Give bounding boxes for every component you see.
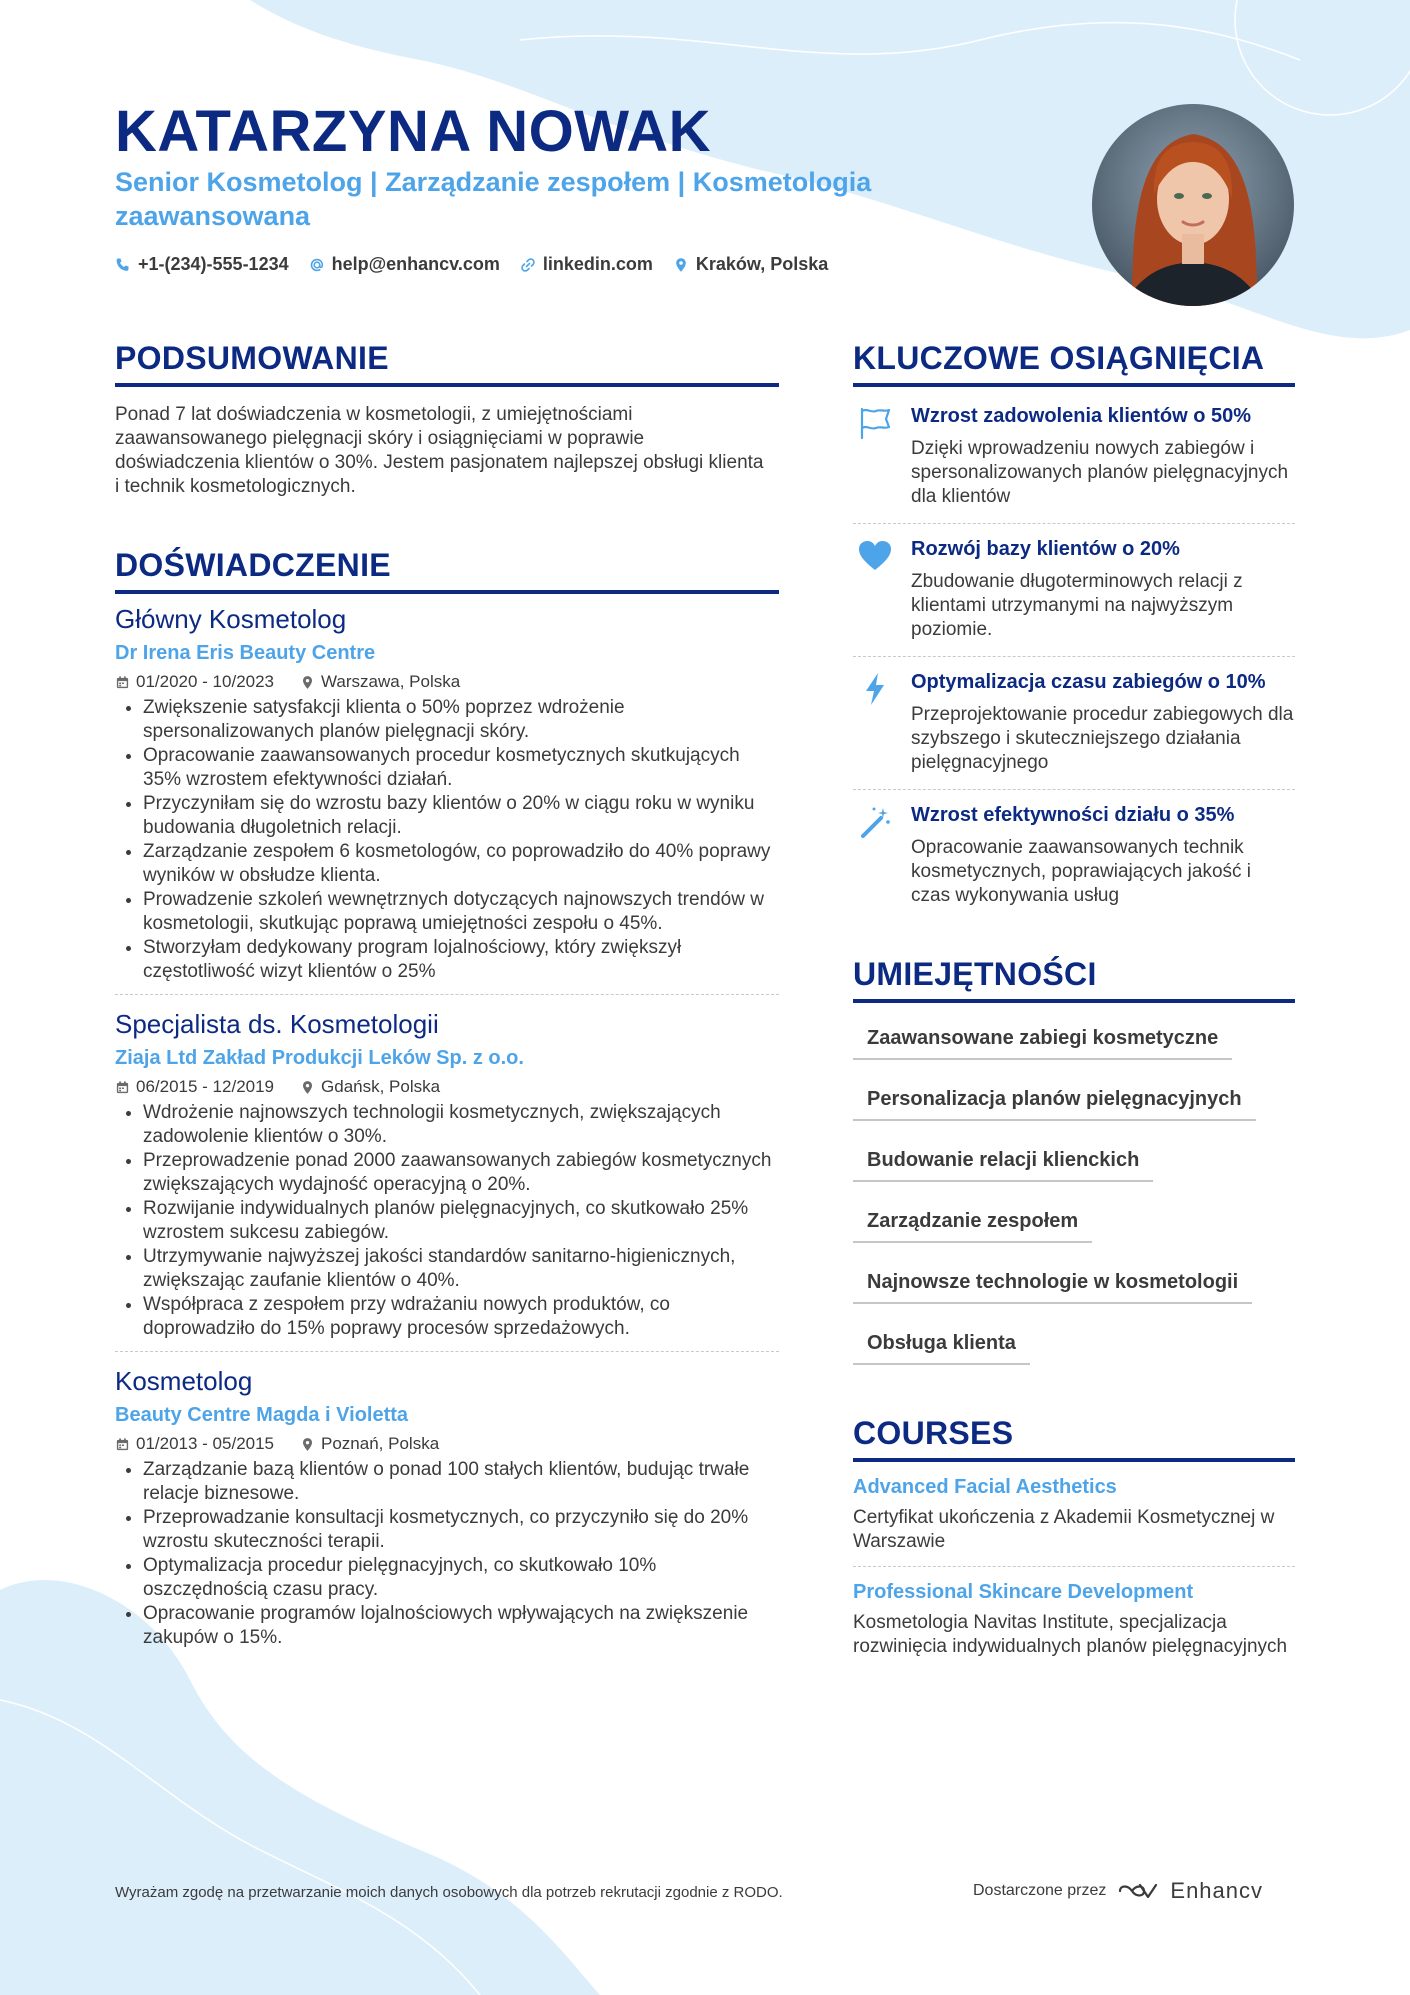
heart-icon — [853, 536, 897, 642]
job-title: Główny Kosmetolog — [115, 604, 347, 634]
contact-email[interactable] — [309, 254, 500, 275]
at-sign-icon — [309, 257, 325, 273]
achievement-title: Wzrost zadowolenia klientów o 50% — [911, 405, 1252, 427]
course-description: Certyfikat ukończenia z Akademii Kosmetycznej w Warszawie — [853, 1507, 1275, 1552]
job-bullet: • Prowadzenie szkoleń wewnętrznych dotyczących najnowszych trendów w kosmetologii, skutkując poprawą umiejętności zespołu o 45%. — [143, 888, 779, 936]
job-location-text: Warszawa, Polska — [321, 672, 461, 691]
achievement-description: Przeprojektowanie procedur zabiegowych dla szybszego i skuteczniejszego działania pielęgnacyjnego — [911, 704, 1294, 773]
company-name: Beauty Centre Magda i Violetta — [115, 1404, 409, 1426]
contact-email-text: help@enhancv.com — [331, 254, 500, 274]
skills-list — [853, 1017, 1295, 1365]
achievement-description: Dzięki wprowadzeniu nowych zabiegów i spersonalizowanych planów pielęgnacyjnych dla klientów — [911, 438, 1289, 507]
flag-icon — [853, 403, 897, 509]
contact-linkedin-text: linkedin.com — [542, 254, 653, 274]
contact-phone[interactable] — [115, 254, 289, 275]
calendar-icon — [115, 1437, 130, 1452]
course-title: Advanced Facial Aesthetics — [853, 1476, 1117, 1498]
job-location-text: Poznań, Polska — [321, 1434, 440, 1453]
job-location — [300, 1077, 440, 1097]
skill-tag: Obsługa klienta — [853, 1322, 1030, 1365]
job-bullets — [115, 1458, 779, 1650]
job-dates-text: 06/2015 - 12/2019 — [136, 1077, 275, 1096]
experience-entry — [115, 1007, 779, 1352]
achievement-item — [853, 391, 1295, 524]
skills-section — [853, 956, 1295, 1365]
achievements-list — [853, 391, 1295, 922]
job-bullets — [115, 696, 779, 984]
job-bullet: • Przeprowadzenie ponad 2000 zaawansowanych zabiegów kosmetycznych zwiększających wydajność operacyjną o 20%. — [143, 1149, 779, 1197]
achievement-title: Optymalizacja czasu zabiegów o 10% — [911, 671, 1266, 693]
summary-heading: PODSUMOWANIE — [115, 340, 779, 387]
company-name: Ziaja Ltd Zakład Produkcji Leków Sp. z o.o. — [115, 1047, 524, 1069]
achievement-title: Rozwój bazy klientów o 20% — [911, 538, 1180, 560]
achievement-body — [911, 669, 1295, 775]
achievements-section — [853, 340, 1295, 922]
job-meta — [115, 1077, 779, 1097]
course-item — [853, 1462, 1295, 1567]
experience-list — [115, 602, 779, 1660]
skill-tag: Budowanie relacji klienckich — [853, 1139, 1153, 1182]
company-name: Dr Irena Eris Beauty Centre — [115, 642, 376, 664]
achievements-heading: KLUCZOWE OSIĄGNIĘCIA — [853, 340, 1295, 387]
job-bullet: • Przeprowadzanie konsultacji kosmetycznych, co przyczyniło się do 20% wzrostu skuteczności terapii. — [143, 1506, 779, 1554]
provider-credit[interactable] — [973, 1878, 1263, 1904]
experience-entry — [115, 602, 779, 995]
contact-bar — [115, 254, 828, 275]
contact-linkedin[interactable] — [520, 254, 653, 275]
enhancv-brand: Enhancv — [1170, 1878, 1264, 1903]
candidate-name: KATARZYNA NOWAK — [115, 99, 712, 164]
job-title: Specjalista ds. Kosmetologii — [115, 1009, 439, 1039]
job-dates-text: 01/2020 - 10/2023 — [136, 672, 275, 691]
skills-heading: UMIEJĘTNOŚCI — [853, 956, 1295, 1003]
provided-by-label: Dostarczone przez — [973, 1882, 1107, 1899]
location-pin-icon — [300, 1437, 315, 1452]
achievement-item — [853, 524, 1295, 657]
job-bullet: • Przyczyniłam się do wzrostu bazy klientów o 20% w ciągu roku w wyniku budowania długoletnich relacji. — [143, 792, 779, 840]
lightning-icon — [853, 669, 897, 775]
job-dates — [115, 1077, 274, 1097]
job-bullet: • Optymalizacja procedur pielęgnacyjnych, co skutkowało 10% oszczędnością czasu pracy. — [143, 1554, 779, 1602]
location-pin-icon — [300, 675, 315, 690]
link-icon — [520, 257, 536, 273]
course-title: Professional Skincare Development — [853, 1581, 1194, 1603]
job-bullet: • Opracowanie zaawansowanych procedur kosmetycznych skutkujących 35% wzrostem efektywności działań. — [143, 744, 779, 792]
job-dates-text: 01/2013 - 05/2015 — [136, 1434, 275, 1453]
job-title: Kosmetolog — [115, 1366, 253, 1396]
achievement-description: Zbudowanie długoterminowych relacji z klientami utrzymanymi na najwyższym poziomie. — [911, 571, 1243, 640]
profile-photo — [1092, 104, 1294, 306]
location-pin-icon — [300, 1080, 315, 1095]
skill-tag: Zaawansowane zabiegi kosmetyczne — [853, 1017, 1232, 1060]
job-bullet: • Opracowanie programów lojalnościowych wpływających na zwiększenie zakupów o 15%. — [143, 1602, 779, 1650]
courses-section — [853, 1415, 1295, 1671]
achievement-body — [911, 403, 1295, 509]
job-bullet: • Utrzymywanie najwyższej jakości standardów sanitarno-higienicznych, zwiększając zaufanie klientów o 40%. — [143, 1245, 779, 1293]
job-bullet: • Współpraca z zespołem przy wdrażaniu nowych produktów, co doprowadziło do 15% poprawy procesów sprzedażowych. — [143, 1293, 779, 1341]
job-bullet: • Stworzyłam dedykowany program lojalnościowy, który zwiększył częstotliwość wizyt klientów o 25% — [143, 936, 779, 984]
job-location — [300, 672, 460, 692]
contact-location-text: Kraków, Polska — [695, 254, 829, 274]
left-column — [115, 340, 779, 1672]
job-location-text: Gdańsk, Polska — [321, 1077, 441, 1096]
location-pin-icon — [673, 257, 689, 273]
job-bullets — [115, 1101, 779, 1341]
gdpr-consent: Wyrażam zgodę na przetwarzanie moich danych osobowych dla potrzeb rekrutacji zgodnie z RODO. — [115, 1884, 783, 1901]
contact-location — [673, 254, 828, 275]
experience-entry — [115, 1364, 779, 1660]
job-dates — [115, 672, 274, 692]
summary-text: Ponad 7 lat doświadczenia w kosmetologii, z umiejętnościami zaawansowanego pielęgnacji skóry i osiągnięciami w poprawie doświadczenia klientów o 30%. Jestem pasjonatem najlepszej obsługi klienta i technik kosmetologicznych. — [115, 404, 764, 497]
achievement-title: Wzrost efektywności działu o 35% — [911, 804, 1235, 826]
courses-list — [853, 1462, 1295, 1671]
job-meta — [115, 1434, 779, 1454]
magic-wand-icon — [853, 802, 897, 908]
skill-tag: Personalizacja planów pielęgnacyjnych — [853, 1078, 1256, 1121]
skill-tag: Zarządzanie zespołem — [853, 1200, 1092, 1243]
courses-heading: COURSES — [853, 1415, 1295, 1462]
job-bullet: • Zarządzanie zespołem 6 kosmetologów, co poprowadziło do 40% poprawy wyników w obsłudze klienta. — [143, 840, 779, 888]
right-column — [853, 340, 1295, 1671]
job-bullet: • Wdrożenie najnowszych technologii kosmetycznych, zwiększających zadowolenie klientów o 30%. — [143, 1101, 779, 1149]
course-item — [853, 1567, 1295, 1671]
experience-heading: DOŚWIADCZENIE — [115, 547, 779, 594]
summary-section — [115, 340, 779, 499]
course-description: Kosmetologia Navitas Institute, specjalizacja rozwinięcia indywidualnych planów pielęgnacyjnych — [853, 1612, 1288, 1657]
contact-phone-text: +1-(234)-555-1234 — [138, 254, 289, 274]
achievement-item — [853, 657, 1295, 790]
candidate-headline: Senior Kosmetolog | Zarządzanie zespołem | Kosmetologia zaawansowana — [115, 167, 872, 231]
achievement-body — [911, 536, 1295, 642]
achievement-item — [853, 790, 1295, 922]
job-meta — [115, 672, 779, 692]
skill-tag: Najnowsze technologie w kosmetologii — [853, 1261, 1252, 1304]
achievement-description: Opracowanie zaawansowanych technik kosmetycznych, poprawiających jakość i czas wykonywania usług — [911, 837, 1252, 906]
enhancv-logo-icon — [1116, 1879, 1160, 1903]
experience-section — [115, 547, 779, 1660]
achievement-body — [911, 802, 1295, 908]
job-bullet: • Rozwijanie indywidualnych planów pielęgnacyjnych, co skutkowało 25% wzrostem sukcesu zabiegów. — [143, 1197, 779, 1245]
job-dates — [115, 1434, 274, 1454]
phone-icon — [115, 257, 131, 273]
job-location — [300, 1434, 439, 1454]
job-bullet: • Zarządzanie bazą klientów o ponad 100 stałych klientów, budując trwałe relacje biznesowe. — [143, 1458, 779, 1506]
calendar-icon — [115, 1080, 130, 1095]
job-bullet: • Zwiększenie satysfakcji klienta o 50% poprzez wdrożenie spersonalizowanych planów pielęgnacji skóry. — [143, 696, 779, 744]
calendar-icon — [115, 675, 130, 690]
